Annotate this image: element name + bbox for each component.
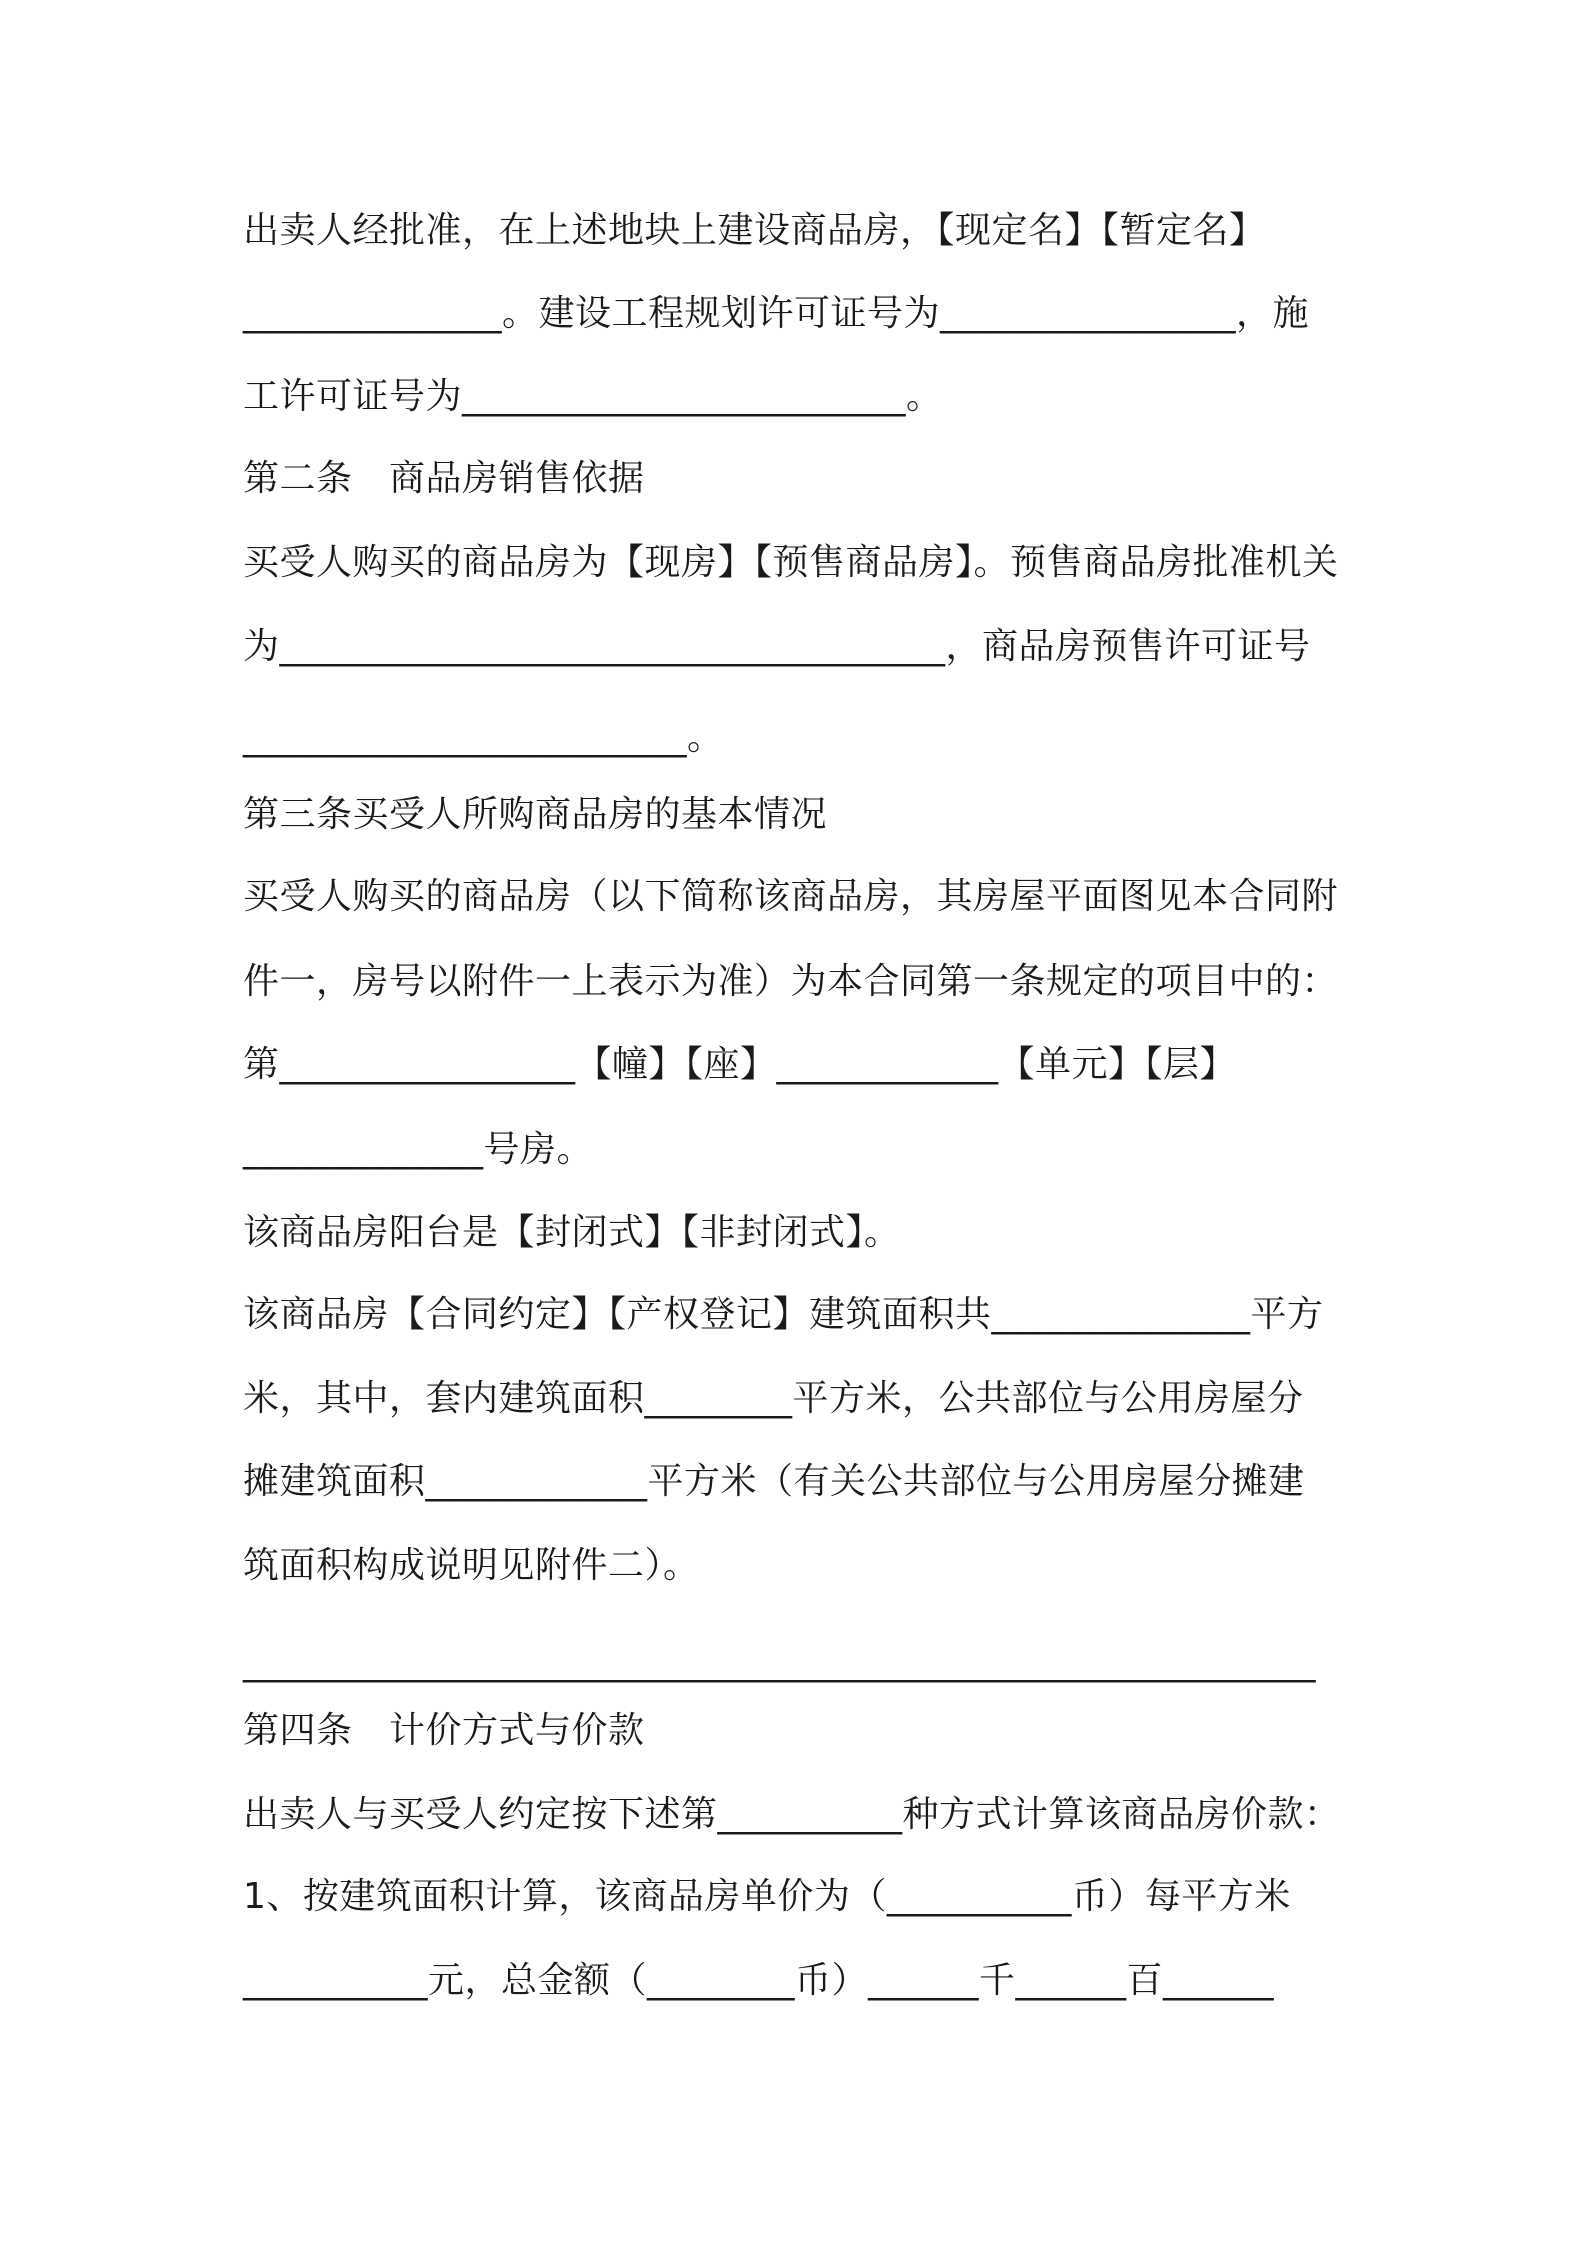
text-line: 该商品房【合同约定】【产权登记】建筑面积共______________平方: [243, 1294, 1324, 1335]
text-line: 出卖人与买受人约定按下述第__________种方式计算该商品房价款：: [243, 1794, 1341, 1835]
text-line: 摊建筑面积____________平方米（有关公共部位与公用房屋分摊建: [243, 1461, 1305, 1502]
section-heading: 第三条买受人所购商品房的基本情况: [243, 794, 828, 835]
text-line: 1、按建筑面积计算，该商品房单价为（__________币）每平方米: [243, 1876, 1291, 1917]
text-line: _____________号房。: [243, 1129, 594, 1170]
text-line: __________元，总金额（________币）______千______百______: [243, 1960, 1275, 2001]
text-line: 第________________【幢】【座】____________【单元】【层】: [243, 1044, 1237, 1085]
text-line: 件一，房号以附件一上表示为准）为本合同第一条规定的项目中的：: [243, 961, 1339, 1002]
section-heading: 第四条 计价方式与价款: [243, 1710, 645, 1751]
blank-fill-line: __________________________________________________________: [243, 1642, 1316, 1683]
text-line: 出卖人经批准，在上述地块上建设商品房，【现定名】【暂定名】: [243, 210, 1266, 251]
text-line: 工许可证号为________________________。: [243, 376, 943, 417]
section-heading: 第二条 商品房销售依据: [243, 458, 645, 499]
text-line: ______________。建设工程规划许可证号为________________，施: [243, 293, 1310, 334]
text-line: 买受人购买的商品房（以下简称该商品房，其房屋平面图见本合同附: [243, 876, 1339, 917]
text-line: 为____________________________________，商品房预售许可证号: [243, 626, 1311, 667]
text-line: 米，其中，套内建筑面积________平方米，公共部位与公用房屋分: [243, 1378, 1304, 1419]
text-line: 买受人购买的商品房为【现房】【预售商品房】。预售商品房批准机关: [243, 542, 1339, 583]
text-line: 该商品房阳台是【封闭式】【非封闭式】。: [243, 1212, 901, 1253]
text-line: ________________________。: [243, 717, 724, 758]
text-line: 筑面积构成说明见附件二）。: [243, 1545, 700, 1586]
